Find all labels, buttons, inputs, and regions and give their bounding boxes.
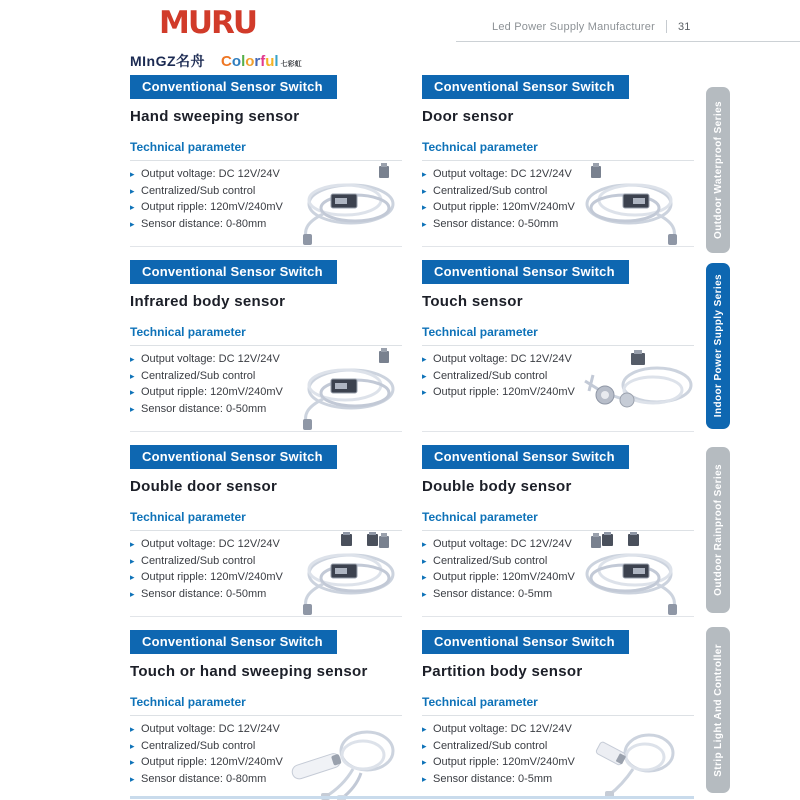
spec-item: ▸ Centralized/Sub control [422, 368, 575, 385]
tagline-text: Led Power Supply Manufacturer [492, 20, 655, 33]
spec-list [422, 351, 575, 431]
card-category-badge: Conventional Sensor Switch [422, 75, 629, 99]
colorful-logo [221, 53, 302, 70]
card-category-badge: Conventional Sensor Switch [130, 75, 337, 99]
tab-strip-light-and-controller[interactable] [706, 627, 730, 793]
product-photo [283, 532, 405, 616]
colorful-logo-letter: o [231, 53, 242, 70]
spec-item: ▸ Output voltage: DC 12V/24V [422, 721, 575, 738]
header-tagline [492, 20, 691, 33]
sub-brand-logo: MInGZ名舟 [130, 53, 206, 69]
colorful-logo-letter: r [254, 53, 261, 70]
product-photo [575, 532, 697, 616]
spec-list [422, 721, 575, 800]
colorful-logo-letter: l [274, 53, 279, 70]
spec-item: ▸ Sensor distance: 0-50mm [130, 586, 283, 603]
product-card-touch-sensor [422, 260, 694, 432]
product-title: Door sensor [422, 108, 514, 125]
tab-indoor-power-supply-series[interactable] [706, 263, 730, 429]
spec-list [422, 166, 575, 246]
header-rule [456, 41, 800, 42]
tab-label: Strip Light And Controller [712, 643, 724, 777]
technical-parameter-heading: Technical parameter [422, 325, 694, 346]
spec-item: ▸ Output voltage: DC 12V/24V [130, 166, 283, 183]
product-title: Touch sensor [422, 293, 523, 310]
product-title: Infrared body sensor [130, 293, 286, 310]
spec-item: ▸ Output voltage: DC 12V/24V [422, 536, 575, 553]
card-category-badge: Conventional Sensor Switch [130, 260, 337, 284]
brand-row [130, 51, 302, 71]
product-photo [575, 717, 697, 800]
product-card-door-sensor [422, 75, 694, 247]
product-photo [575, 347, 697, 431]
spec-item: ▸ Centralized/Sub control [130, 368, 283, 385]
spec-item: ▸ Output ripple: 120mV/240mV [422, 754, 575, 771]
product-photo [283, 347, 405, 431]
card-body [130, 166, 402, 246]
spec-item: ▸ Centralized/Sub control [130, 183, 283, 200]
technical-parameter-heading: Technical parameter [422, 510, 694, 531]
spec-item: ▸ Output ripple: 120mV/240mV [130, 569, 283, 586]
product-card-infrared-body [130, 260, 402, 432]
card-body [130, 536, 402, 616]
technical-parameter-heading: Technical parameter [422, 695, 694, 716]
spec-item: ▸ Centralized/Sub control [422, 553, 575, 570]
spec-item: ▸ Centralized/Sub control [422, 183, 575, 200]
spec-item: ▸ Output voltage: DC 12V/24V [422, 166, 575, 183]
product-photo [575, 162, 697, 246]
product-card-double-body [422, 445, 694, 617]
product-title: Double door sensor [130, 478, 278, 495]
spec-item: ▸ Sensor distance: 0-50mm [130, 401, 283, 418]
spec-item: ▸ Centralized/Sub control [130, 738, 283, 755]
spec-item: ▸ Output voltage: DC 12V/24V [130, 351, 283, 368]
product-title: Touch or hand sweeping sensor [130, 663, 368, 680]
spec-item: ▸ Sensor distance: 0-5mm [422, 586, 575, 603]
spec-item: ▸ Output voltage: DC 12V/24V [130, 536, 283, 553]
technical-parameter-heading: Technical parameter [422, 140, 694, 161]
brand-logo: MURU [159, 5, 257, 41]
spec-item: ▸ Centralized/Sub control [422, 738, 575, 755]
spec-list [130, 721, 283, 800]
spec-item: ▸ Sensor distance: 0-50mm [422, 216, 575, 233]
product-title: Hand sweeping sensor [130, 108, 300, 125]
card-category-badge: Conventional Sensor Switch [422, 445, 629, 469]
technical-parameter-heading: Technical parameter [130, 510, 402, 531]
card-body [422, 536, 694, 616]
product-grid [130, 75, 694, 800]
spec-item: ▸ Sensor distance: 0-80mm [130, 771, 283, 788]
colorful-logo-letter: C [221, 53, 232, 70]
card-body [130, 721, 402, 800]
card-category-badge: Conventional Sensor Switch [130, 630, 337, 654]
spec-item: ▸ Sensor distance: 0-80mm [130, 216, 283, 233]
colorful-logo-letter: u [265, 53, 275, 70]
spec-item: ▸ Output ripple: 120mV/240mV [130, 384, 283, 401]
spec-item: ▸ Output ripple: 120mV/240mV [422, 199, 575, 216]
card-category-badge: Conventional Sensor Switch [422, 630, 629, 654]
colorful-logo-letter: f [260, 53, 266, 70]
spec-item: ▸ Output ripple: 120mV/240mV [130, 754, 283, 771]
product-title: Partition body sensor [422, 663, 583, 680]
spec-item: ▸ Output ripple: 120mV/240mV [130, 199, 283, 216]
spec-item: ▸ Output ripple: 120mV/240mV [422, 569, 575, 586]
spec-item: ▸ Output ripple: 120mV/240mV [422, 384, 575, 401]
product-title: Double body sensor [422, 478, 572, 495]
colorful-logo-letter: o [245, 53, 255, 70]
card-body [422, 351, 694, 431]
tab-outdoor-waterproof-series[interactable] [706, 87, 730, 253]
product-photo [283, 717, 405, 800]
card-body [422, 166, 694, 246]
tab-label: Outdoor Rainproof Series [712, 464, 724, 596]
product-photo [283, 162, 405, 246]
tab-label: Indoor Power Supply Series [712, 274, 724, 418]
product-card-double-door [130, 445, 402, 617]
tagline-divider [666, 20, 667, 33]
spec-list [130, 536, 283, 616]
technical-parameter-heading: Technical parameter [130, 325, 402, 346]
spec-item: ▸ Output voltage: DC 12V/24V [130, 721, 283, 738]
tab-label: Outdoor Waterproof Series [712, 101, 724, 239]
card-body [130, 351, 402, 431]
spec-item: ▸ Centralized/Sub control [130, 553, 283, 570]
page-bottom-rule [130, 796, 694, 799]
technical-parameter-heading: Technical parameter [130, 140, 402, 161]
spec-list [130, 351, 283, 431]
card-body [422, 721, 694, 800]
card-category-badge: Conventional Sensor Switch [130, 445, 337, 469]
technical-parameter-heading: Technical parameter [130, 695, 402, 716]
spec-list [130, 166, 283, 246]
card-category-badge: Conventional Sensor Switch [422, 260, 629, 284]
spec-list [422, 536, 575, 616]
product-card-partition-body [422, 630, 694, 800]
colorful-logo-letter: l [241, 53, 246, 70]
product-card-hand-sweeping [130, 75, 402, 247]
colorful-logo-suffix: 七彩虹 [280, 61, 302, 68]
product-card-touch-or-hand-sweeping [130, 630, 402, 800]
spec-item: ▸ Output voltage: DC 12V/24V [422, 351, 575, 368]
tab-outdoor-rainproof-series[interactable] [706, 447, 730, 613]
spec-item: ▸ Sensor distance: 0-5mm [422, 771, 575, 788]
page-number: 31 [677, 20, 691, 33]
